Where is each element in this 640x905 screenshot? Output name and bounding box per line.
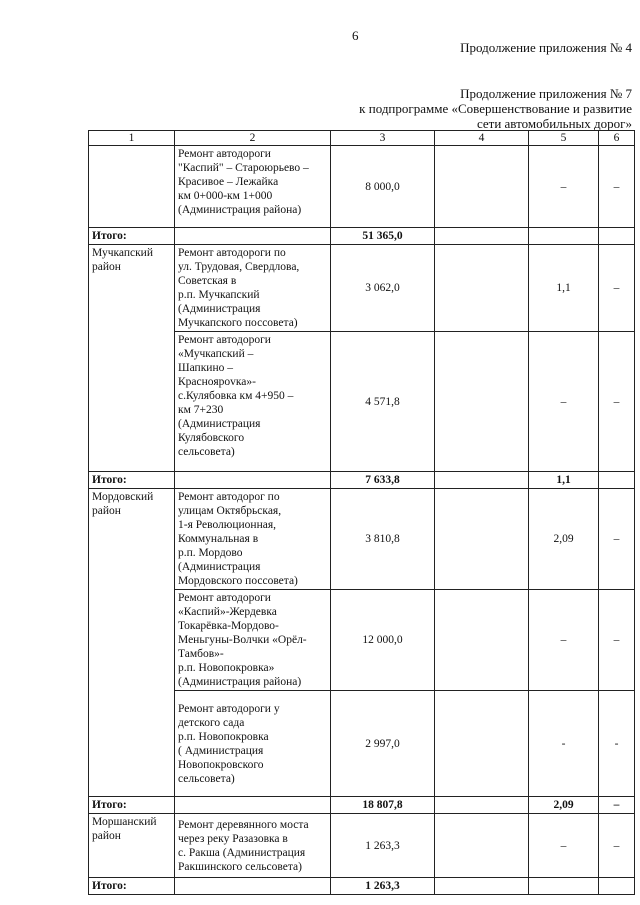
district-cell: Моршанский район <box>89 814 175 878</box>
column-header-2: 2 <box>175 131 331 146</box>
column-header-3: 3 <box>331 131 435 146</box>
total-column-4 <box>435 878 529 895</box>
total-column-5 <box>529 878 599 895</box>
column-5-cell: – <box>529 332 599 472</box>
project-description: Ремонт автодороги по ул. Трудовая, Свердлова, Советская в р.п. Мучкапский (Администрация Мучкапского поссовета) <box>175 245 331 332</box>
column-6-cell: – <box>599 245 635 332</box>
column-4-cell <box>435 814 529 878</box>
amount-cell: 12 000,0 <box>331 590 435 691</box>
table-row <box>89 489 635 590</box>
column-5-cell: - <box>529 691 599 797</box>
project-description: Ремонт автодороги «Каспий»-Жердевка Токарёвка-Мордово- Меньгуны-Волчки «Орёл- Тамбов»- р.п. Новопокровка» (Администрация района) <box>175 590 331 691</box>
column-header-5: 5 <box>529 131 599 146</box>
column-6-cell: – <box>599 489 635 590</box>
total-row <box>89 228 635 245</box>
column-6-cell: – <box>599 590 635 691</box>
district-cell <box>89 146 175 228</box>
column-4-cell <box>435 146 529 228</box>
column-6-cell: - <box>599 691 635 797</box>
total-amount: 1 263,3 <box>331 878 435 895</box>
page-number: 6 <box>352 28 359 43</box>
column-4-cell <box>435 245 529 332</box>
total-label: Итого: <box>89 228 175 245</box>
total-column-4 <box>435 472 529 489</box>
total-column-4 <box>435 797 529 814</box>
column-5-cell: 1,1 <box>529 245 599 332</box>
total-amount: 18 807,8 <box>331 797 435 814</box>
total-label: Итого: <box>89 878 175 895</box>
appendix-4-continuation: Продолжение приложения № 4 <box>460 40 632 55</box>
project-description: Ремонт автодорог по улицам Октябрьская, 1-я Революционная, Коммунальная в р.п. Мордово (Администрация Мордовского поссовета) <box>175 489 331 590</box>
table-row <box>89 245 635 332</box>
table-row <box>89 814 635 878</box>
total-column-5 <box>529 228 599 245</box>
column-header-4: 4 <box>435 131 529 146</box>
appendix-7-line2: к подпрограмме «Совершенствование и развитие <box>359 101 632 116</box>
total-label: Итого: <box>89 472 175 489</box>
column-5-cell: – <box>529 590 599 691</box>
column-4-cell <box>435 691 529 797</box>
amount-cell: 3 062,0 <box>331 245 435 332</box>
project-description: Ремонт деревянного моста через реку Разазовка в с. Ракша (Администрация Ракшинского сельсовета) <box>175 814 331 878</box>
column-4-cell <box>435 489 529 590</box>
column-6-cell: – <box>599 332 635 472</box>
column-5-cell: 2,09 <box>529 489 599 590</box>
column-4-cell <box>435 332 529 472</box>
column-5-cell: – <box>529 146 599 228</box>
total-column-6 <box>599 878 635 895</box>
total-amount: 7 633,8 <box>331 472 435 489</box>
column-6-cell: – <box>599 814 635 878</box>
total-row <box>89 878 635 895</box>
total-column-6 <box>599 472 635 489</box>
total-description-cell <box>175 797 331 814</box>
total-description-cell <box>175 228 331 245</box>
project-description: Ремонт автодороги "Каспий" – Староюрьево – Красивое – Лежайка км 0+000-км 1+000 (Администрация района) <box>175 146 331 228</box>
total-description-cell <box>175 878 331 895</box>
appendix-7-line3: сети автомобильных дорог» <box>476 116 632 131</box>
column-header-6: 6 <box>599 131 635 146</box>
column-6-cell: – <box>599 146 635 228</box>
total-row <box>89 472 635 489</box>
amount-cell: 1 263,3 <box>331 814 435 878</box>
table-row <box>89 146 635 228</box>
total-column-5: 1,1 <box>529 472 599 489</box>
column-5-cell: – <box>529 814 599 878</box>
project-description: Ремонт автодороги у детского сада р.п. Новопокровка ( Администрация Новопокровского сельсовета) <box>175 691 331 797</box>
table-header-row <box>89 131 635 146</box>
amount-cell: 3 810,8 <box>331 489 435 590</box>
column-header-1: 1 <box>89 131 175 146</box>
total-column-6 <box>599 228 635 245</box>
total-column-4 <box>435 228 529 245</box>
amount-cell: 2 997,0 <box>331 691 435 797</box>
total-amount: 51 365,0 <box>331 228 435 245</box>
total-column-5: 2,09 <box>529 797 599 814</box>
district-cell: Мордовский район <box>89 489 175 797</box>
total-column-6: – <box>599 797 635 814</box>
amount-cell: 8 000,0 <box>331 146 435 228</box>
total-description-cell <box>175 472 331 489</box>
district-cell: Мучкапский район <box>89 245 175 472</box>
appendix-7-line1: Продолжение приложения № 7 <box>460 86 632 101</box>
total-row <box>89 797 635 814</box>
amount-cell: 4 571,8 <box>331 332 435 472</box>
project-description: Ремонт автодороги «Мучкапский – Шапкино – Красноярovка»- с.Кулябовка км 4+950 – км 7+230 (Администрация Кулябовского сельсовета) <box>175 332 331 472</box>
appendix-table <box>88 130 635 895</box>
column-4-cell <box>435 590 529 691</box>
appendix-7-continuation <box>359 86 632 131</box>
total-label: Итого: <box>89 797 175 814</box>
